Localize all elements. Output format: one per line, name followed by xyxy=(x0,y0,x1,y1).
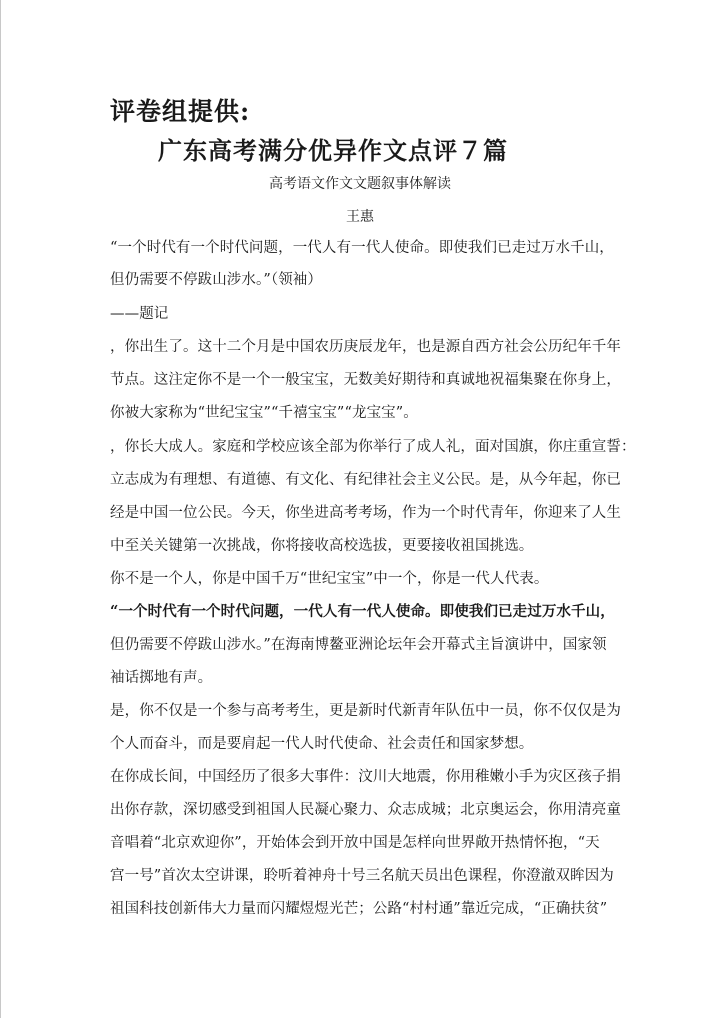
body-line: 在你成长间，中国经历了很多大事件：汶川大地震，你用稚嫩小手为灾区孩子捐 xyxy=(110,769,621,785)
body-line: 中至关关键第一次挑战，你将接收高校选拔，更要接收祖国挑选。 xyxy=(110,538,534,554)
body-line: 节点。这注定你不是一个一般宝宝，无数美好期待和真诚地祝福集聚在你身上， xyxy=(110,372,621,388)
epigraph-note: ——题记 xyxy=(110,306,169,322)
body-line: 经是中国一位公民。今天，你坐进高考考场，作为一个时代青年，你迎来了人生 xyxy=(110,505,621,521)
body-line: 你不是一个人，你是中国千万“世纪宝宝”中一个，你是一代人代表。 xyxy=(110,571,549,587)
quote-line-bold: “一个时代有一个时代问题，一代人有一代人使命。即使我们已走过万水千山， xyxy=(110,603,615,620)
body-line: 音唱着“北京欢迎你”，开始体会到开放中国是怎样向世界敞开热情怀抱，“天 xyxy=(110,835,600,851)
body-line: ，你出生了。这十二个月是中国农历庚辰龙年，也是源自西方社会公历纪年千年 xyxy=(110,339,621,355)
body-line: 是，你不仅是一个参与高考考生，更是新时代新青年队伍中一员，你不仅仅是为 xyxy=(110,703,621,719)
body-line: 但仍需要不停跋山涉水。”（领袖） xyxy=(110,272,323,288)
body-line: 立志成为有理想、有道德、有文化、有纪律社会主义公民。是，从今年起，你已 xyxy=(110,472,621,488)
body-line: “一个时代有一个时代问题，一代人有一代人使命。即使我们已走过万水千山， xyxy=(110,240,614,256)
body-line: 袖话掷地有声。 xyxy=(110,670,213,686)
page-edge-line xyxy=(0,0,1,1018)
body-line: 但仍需要不停跋山涉水。”在海南博鳌亚洲论坛年会开幕式主旨演讲中，国家领 xyxy=(110,637,607,653)
body-line: 宫一号”首次太空讲课，聆听着神舟十号三名航天员出色课程，你澄澈双眸因为 xyxy=(110,868,614,884)
body-line: 出你存款，深切感受到祖国人民凝心聚力、众志成城；北京奥运会，你用清亮童 xyxy=(110,802,621,818)
body-line: ，你长大成人。家庭和学校应该全部为你举行了成人礼，面对国旗，你庄重宣誓： xyxy=(110,439,636,455)
author-name: 王惠 xyxy=(346,209,374,225)
body-line: 你被大家称为“世纪宝宝”“千禧宝宝”“龙宝宝”。 xyxy=(110,405,418,421)
title-line-2: 广东高考满分优异作文点评７篇 xyxy=(158,136,508,165)
title-line-1: 评卷组提供: xyxy=(110,97,251,126)
body-line: 祖国科技创新伟大力量而闪耀煜煜光芒；公路“村村通”靠近完成，“正确扶贫” xyxy=(110,901,608,917)
body-line: 个人而奋斗，而是要肩起一代人时代使命、社会责任和国家梦想。 xyxy=(110,736,534,752)
subtitle: 高考语文作文文题叙事体解读 xyxy=(269,176,451,192)
